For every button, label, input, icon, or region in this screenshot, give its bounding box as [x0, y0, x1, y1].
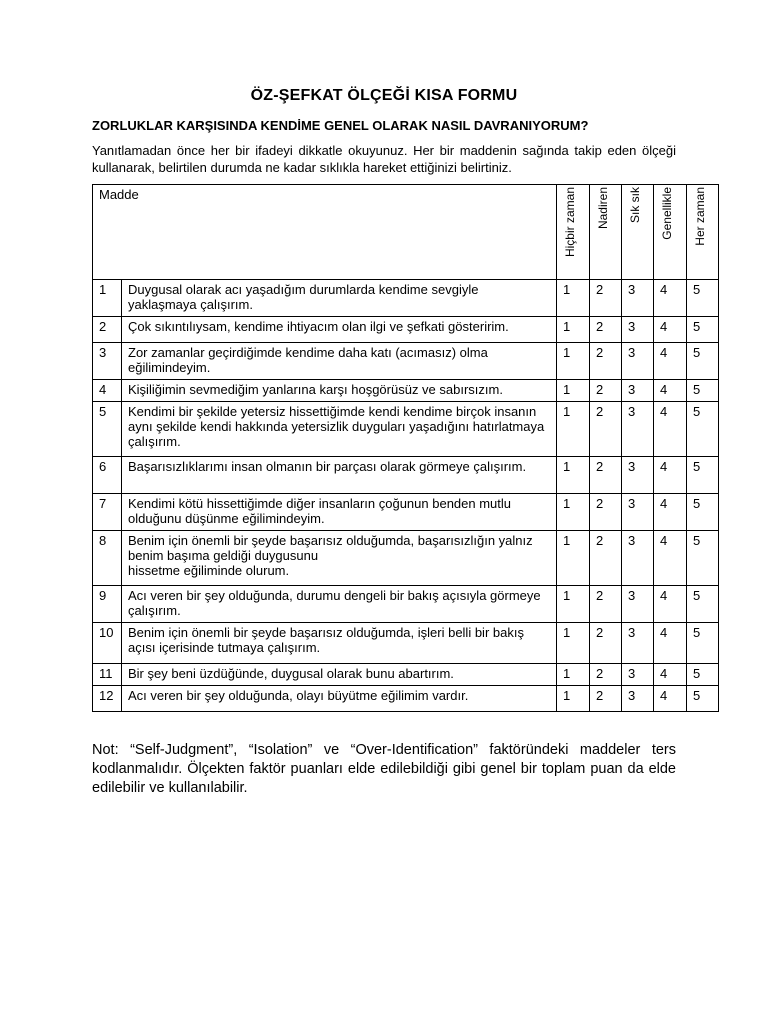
rating-cell[interactable]: 3 [622, 280, 654, 317]
rating-cell[interactable]: 2 [590, 343, 622, 380]
rating-cell[interactable]: 4 [654, 343, 687, 380]
rating-cell[interactable]: 1 [557, 343, 590, 380]
rating-cell[interactable]: 1 [557, 664, 590, 686]
item-text: Çok sıkıntılıysam, kendime ihtiyacım olan ilgi ve şefkati gösteririm. [122, 317, 557, 343]
rating-cell[interactable]: 1 [557, 531, 590, 586]
table-row [93, 380, 719, 402]
rating-cell[interactable]: 3 [622, 586, 654, 623]
item-number: 7 [93, 494, 122, 531]
rating-cell[interactable]: 3 [622, 664, 654, 686]
rating-cell[interactable]: 2 [590, 623, 622, 664]
rating-cell[interactable]: 2 [590, 280, 622, 317]
rating-cell[interactable]: 3 [622, 686, 654, 712]
rating-cell[interactable]: 4 [654, 457, 687, 494]
rating-cell[interactable]: 1 [557, 494, 590, 531]
rating-cell[interactable]: 2 [590, 402, 622, 457]
rating-cell[interactable]: 2 [590, 664, 622, 686]
item-number: 3 [93, 343, 122, 380]
rating-cell[interactable]: 2 [590, 457, 622, 494]
rating-cell[interactable]: 2 [590, 317, 622, 343]
item-text: Zor zamanlar geçirdiğimde kendime daha katı (acımasız) olma eğilimindeyim. [122, 343, 557, 380]
table-row [93, 317, 719, 343]
item-text: Duygusal olarak acı yaşadığım durumlarda kendime sevgiyle yaklaşmaya çalışırım. [122, 280, 557, 317]
rating-cell[interactable]: 5 [687, 402, 719, 457]
rating-cell[interactable]: 4 [654, 531, 687, 586]
rating-cell[interactable]: 5 [687, 664, 719, 686]
table-row [93, 280, 719, 317]
option-label: Her zaman [693, 187, 707, 246]
rating-cell[interactable]: 5 [687, 380, 719, 402]
rating-cell[interactable]: 5 [687, 280, 719, 317]
rating-cell[interactable]: 1 [557, 457, 590, 494]
option-header-never [557, 185, 590, 280]
rating-cell[interactable]: 5 [687, 531, 719, 586]
rating-cell[interactable]: 2 [590, 494, 622, 531]
instructions-paragraph: Yanıtlamadan önce her bir ifadeyi dikkatle okuyunuz. Her bir maddenin sağında takip eden ölçeği kullanarak, belirtilen durumda ne kadar sıklıkla hareket ettiğinizi belirtiniz. [92, 143, 676, 175]
rating-cell[interactable]: 1 [557, 586, 590, 623]
item-number: 5 [93, 402, 122, 457]
rating-cell[interactable]: 3 [622, 494, 654, 531]
item-number: 8 [93, 531, 122, 586]
rating-cell[interactable]: 1 [557, 686, 590, 712]
rating-cell[interactable]: 4 [654, 380, 687, 402]
item-number: 2 [93, 317, 122, 343]
table-row [93, 343, 719, 380]
rating-cell[interactable]: 1 [557, 380, 590, 402]
rating-cell[interactable]: 3 [622, 402, 654, 457]
scale-table [92, 184, 719, 712]
item-number: 12 [93, 686, 122, 712]
table-row [93, 686, 719, 712]
rating-cell[interactable]: 4 [654, 586, 687, 623]
item-text: Acı veren bir şey olduğunda, durumu dengeli bir bakış açısıyla görmeye çalışırım. [122, 586, 557, 623]
option-header-often [622, 185, 654, 280]
item-text: Başarısızlıklarımı insan olmanın bir parçası olarak görmeye çalışırım. [122, 457, 557, 494]
option-label: Nadiren [596, 187, 610, 230]
item-column-header: Madde [93, 185, 557, 280]
option-header-always [687, 185, 719, 280]
option-label: Genellikle [660, 187, 674, 240]
table-row [93, 494, 719, 531]
item-text: Bir şey beni üzdüğünde, duygusal olarak bunu abartırım. [122, 664, 557, 686]
rating-cell[interactable]: 5 [687, 343, 719, 380]
rating-cell[interactable]: 1 [557, 623, 590, 664]
rating-cell[interactable]: 5 [687, 457, 719, 494]
rating-cell[interactable]: 3 [622, 380, 654, 402]
option-header-usually [654, 185, 687, 280]
item-text: Acı veren bir şey olduğunda, olayı büyütme eğilimim vardır. [122, 686, 557, 712]
item-number: 11 [93, 664, 122, 686]
item-number: 6 [93, 457, 122, 494]
item-text: Kişiliğimin sevmediğim yanlarına karşı hoşgörüsüz ve sabırsızım. [122, 380, 557, 402]
table-header-row [93, 185, 719, 280]
rating-cell[interactable]: 3 [622, 317, 654, 343]
table-row [93, 623, 719, 664]
rating-cell[interactable]: 3 [622, 457, 654, 494]
form-subtitle: ZORLUKLAR KARŞISINDA KENDİME GENEL OLARAK NASIL DAVRANIYORUM? [92, 118, 589, 133]
rating-cell[interactable]: 2 [590, 380, 622, 402]
item-number: 1 [93, 280, 122, 317]
table-row [93, 531, 719, 586]
rating-cell[interactable]: 2 [590, 586, 622, 623]
rating-cell[interactable]: 5 [687, 494, 719, 531]
option-label: Sık sık [628, 187, 642, 224]
rating-cell[interactable]: 4 [654, 686, 687, 712]
option-label: Hiçbir zaman [563, 187, 577, 258]
rating-cell[interactable]: 4 [654, 623, 687, 664]
table-row [93, 664, 719, 686]
rating-cell[interactable]: 5 [687, 623, 719, 664]
option-header-rarely [590, 185, 622, 280]
rating-cell[interactable]: 5 [687, 317, 719, 343]
item-number: 10 [93, 623, 122, 664]
rating-cell[interactable]: 1 [557, 317, 590, 343]
scoring-note: Not: “Self-Judgment”, “Isolation” ve “Over-Identification” faktöründeki maddeler ters kodlanmalıdır. Ölçekten faktör puanları elde edilebildiği gibi genel bir toplam puan da elde edilebilir ve kullanılabilir. [92, 742, 676, 796]
rating-cell[interactable]: 5 [687, 686, 719, 712]
rating-cell[interactable]: 4 [654, 494, 687, 531]
table-row [93, 586, 719, 623]
item-text: Kendimi bir şekilde yetersiz hissettiğimde kendi kendime birçok insanın aynı şekilde kendi hakkında yetersizlik duyguları yaşadığını hatırlatmaya çalışırım. [122, 402, 557, 457]
rating-cell[interactable]: 3 [622, 343, 654, 380]
item-text: Kendimi kötü hissettiğimde diğer insanların çoğunun benden mutlu olduğunu düşünme eğilimindeyim. [122, 494, 557, 531]
rating-cell[interactable]: 1 [557, 402, 590, 457]
rating-cell[interactable]: 5 [687, 586, 719, 623]
rating-cell[interactable]: 3 [622, 623, 654, 664]
form-title: ÖZ-ŞEFKAT ÖLÇEĞİ KISA FORMU [250, 87, 518, 104]
table-row [93, 402, 719, 457]
rating-cell[interactable]: 1 [557, 280, 590, 317]
rating-cell[interactable]: 4 [654, 664, 687, 686]
rating-cell[interactable]: 3 [622, 531, 654, 586]
item-text: Benim için önemli bir şeyde başarısız olduğumda, başarısızlığın yalnız benim başıma geldiği duygusunu hissetme eğiliminde olurum. [122, 531, 557, 586]
rating-cell[interactable]: 4 [654, 402, 687, 457]
item-number: 4 [93, 380, 122, 402]
rating-cell[interactable]: 4 [654, 317, 687, 343]
rating-cell[interactable]: 2 [590, 686, 622, 712]
item-text: Benim için önemli bir şeyde başarısız olduğumda, işleri belli bir bakış açısı içerisinde tutmaya çalışırım. [122, 623, 557, 664]
rating-cell[interactable]: 4 [654, 280, 687, 317]
item-number: 9 [93, 586, 122, 623]
rating-cell[interactable]: 2 [590, 531, 622, 586]
table-row [93, 457, 719, 494]
